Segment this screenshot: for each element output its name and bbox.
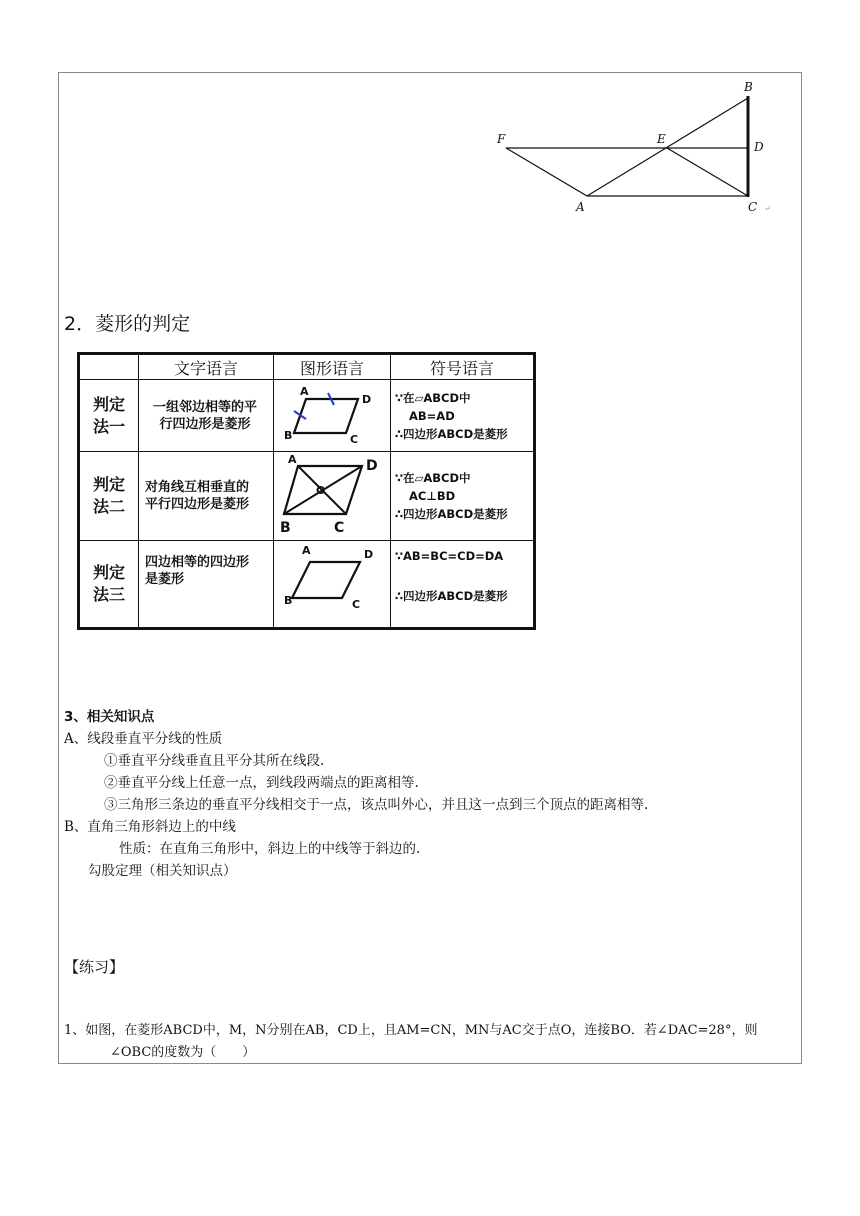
table-row [79, 541, 535, 629]
list-item: ③三角形三条边的垂直平分线相交于一点，该点叫外心，并且这一点到三个顶点的距离相等. [104, 797, 649, 813]
fig2-label-O: O [316, 484, 326, 497]
section-3-title: 3、相关知识点 [64, 709, 155, 725]
fig1-label-B: B [284, 428, 293, 442]
practice-title: 【练习】 [64, 958, 125, 976]
section-3 [64, 706, 648, 882]
fig2-label-D: D [366, 458, 378, 474]
table-row [79, 380, 535, 452]
rhombus-figure-2 [276, 452, 388, 536]
text-cell: 四边相等的四边形是菱形 [139, 541, 274, 629]
list-item: ②垂直平分线上任意一点，到线段两端点的距离相等. [104, 775, 419, 791]
subsection-a-title: A、线段垂直平分线的性质 [64, 731, 223, 747]
paragraph-mark-icon: ↵ [764, 204, 771, 213]
fig1-label-C: C [350, 432, 359, 446]
label-F: F [497, 132, 506, 146]
list-item: ①垂直平分线垂直且平分其所在线段. [104, 753, 325, 769]
pythagoras-note: 勾股定理（相关知识点） [88, 863, 237, 879]
figure-cell [274, 380, 391, 452]
geometry-figure-1 [492, 76, 782, 222]
fig2-label-A: A [288, 453, 297, 466]
segment-FA [506, 148, 587, 196]
table-row [79, 452, 535, 541]
figure-cell [274, 452, 391, 541]
figure-cell [274, 541, 391, 629]
fig1-label-A: A [300, 384, 309, 398]
fig3-label-C: C [352, 598, 361, 611]
segment-EC [667, 148, 748, 196]
label-A: A [576, 200, 585, 214]
header-blank [79, 354, 139, 380]
fig1-label-D: D [362, 392, 372, 406]
fig2-label-C: C [334, 520, 345, 536]
label-E: E [657, 132, 666, 146]
fig3-label-D: D [364, 548, 374, 561]
rhombus-criteria-table [77, 352, 536, 630]
symbol-cell: ∵AB=BC=CD=DA ∴四边形ABCD是菱形 [391, 541, 535, 629]
question-1-line-1: 1、如图，在菱形ABCD中，M，N分别在AB，CD上，且AM=CN，MN与AC交于点O，连接BO．若∠DAC=28°，则 [64, 1023, 758, 1038]
symbol-cell: ∵在▱ABCD中 AC⊥BD ∴四边形ABCD是菱形 [391, 452, 535, 541]
subsection-b-title: B、直角三角形斜边上的中线 [64, 819, 236, 835]
label-D: D [754, 140, 764, 154]
rhombus-figure-1 [276, 381, 388, 447]
question-1 [64, 1020, 800, 1064]
label-B: B [744, 80, 753, 94]
method-cell: 判定 法三 [79, 541, 139, 629]
text-cell: 一组邻边相等的平行四边形是菱形 [139, 380, 274, 452]
header-text-language: 文字语言 [139, 354, 274, 380]
fig3-label-B: B [284, 594, 293, 607]
header-figure-language: 图形语言 [274, 354, 391, 380]
symbol-cell: ∵在▱ABCD中 AB=AD ∴四边形ABCD是菱形 [391, 380, 535, 452]
table-header-row [79, 354, 535, 380]
label-C: C [748, 200, 758, 214]
header-symbol-language: 符号语言 [391, 354, 535, 380]
section-2-title: 2．菱形的判定 [64, 313, 191, 335]
question-1-line-2: ∠OBC的度数为（ ） [110, 1045, 256, 1060]
fig3-label-A: A [302, 544, 311, 557]
text-cell: 对角线互相垂直的平行四边形是菱形 [139, 452, 274, 541]
fig2-label-B: B [280, 520, 291, 536]
method-cell: 判定 法二 [79, 452, 139, 541]
list-item: 性质：在直角三角形中，斜边上的中线等于斜边的. [119, 841, 421, 857]
method-cell: 判定 法一 [79, 380, 139, 452]
rhombus-figure-3 [276, 542, 388, 622]
